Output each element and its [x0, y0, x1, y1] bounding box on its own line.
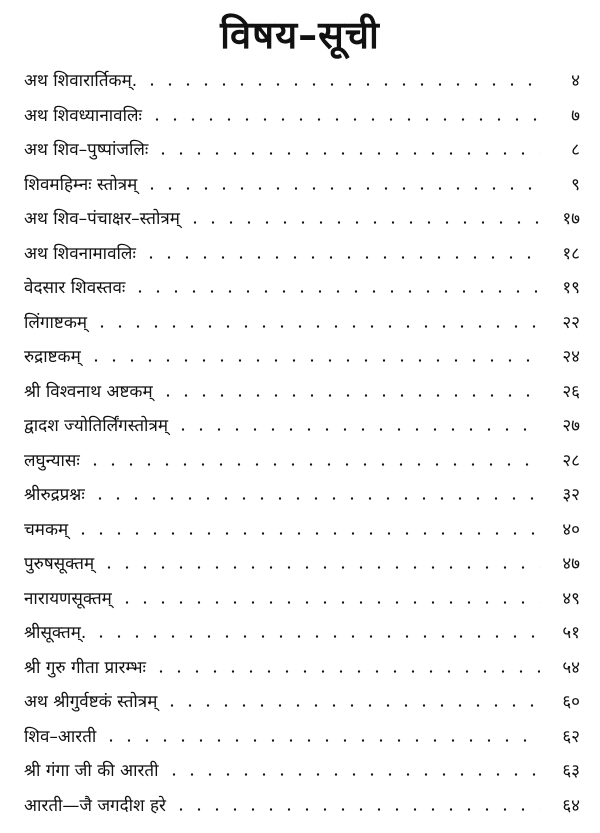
toc-entry [24, 651, 580, 686]
toc-entry-title: श्री विश्वनाथ अष्टकम् [24, 381, 153, 402]
toc-entry [24, 168, 580, 203]
toc-page-number: ४७ [562, 554, 580, 574]
toc-page-number: १८ [562, 243, 580, 264]
toc-page-number: ५१ [562, 623, 580, 643]
toc-entry-title: वेदसार शिवस्तवः [24, 278, 126, 298]
toc-entry-title: अथ शिवध्यानावलिः [24, 105, 142, 126]
toc-entry-title: चमकम् [24, 519, 69, 540]
toc-entry-title: लघुन्यासः [24, 450, 80, 471]
dotted-leader [118, 601, 540, 604]
toc-page-number: ८ [571, 140, 580, 160]
dotted-leader [143, 83, 540, 86]
toc-entry [24, 133, 580, 168]
dotted-leader [86, 463, 540, 466]
dotted-leader [92, 635, 540, 638]
toc-page-number: ६४ [562, 795, 580, 816]
toc-entry [24, 478, 580, 513]
toc-entry [24, 547, 580, 582]
toc-entry-title: रुद्राष्टकम् [24, 347, 81, 367]
toc-page-number: ६० [562, 692, 580, 712]
dotted-leader [165, 773, 541, 776]
dotted-leader [159, 394, 540, 397]
toc-page-number: ३२ [562, 485, 580, 505]
toc-entry-title: नारायणसूक्तम् [24, 588, 112, 609]
toc-entry [24, 271, 580, 306]
dotted-leader [148, 118, 540, 121]
toc-page-number: २६ [562, 381, 580, 402]
toc-entry [24, 616, 580, 651]
toc-page-number: ६२ [562, 726, 580, 747]
toc-entry-title: द्वादश ज्योतिर्लिंगस्तोत्रम् [24, 416, 169, 436]
toc-entry-title: आरती—जै जगदीश हरे [24, 795, 166, 816]
toc-entry-title: अथ शिव–पंचाक्षर–स्तोत्रम् [24, 209, 180, 229]
dotted-leader [154, 152, 540, 155]
dotted-leader [186, 221, 540, 224]
toc-entry-title: अथ शिवारार्तिकम्. [24, 71, 138, 91]
toc-entry [24, 306, 580, 341]
dotted-leader [142, 256, 540, 259]
dotted-leader [74, 532, 540, 535]
toc-entry-title: अथ श्रीगुर्वष्टकं स्तोत्रम् [24, 692, 158, 712]
toc-entry-title: अथ शिव–पुष्पांजलिः [24, 140, 149, 160]
toc-entry-title: पुरुषसूक्तम् [24, 554, 95, 574]
toc-entry-title: श्री गंगा जी की आरती [24, 761, 159, 781]
toc-entry-title: लिंगाष्टकम् [24, 312, 88, 333]
toc-entry-title: अथ शिवनामावलिः [24, 243, 136, 264]
toc-page-number: ४० [562, 519, 580, 540]
dotted-leader [93, 325, 540, 328]
dotted-leader [102, 739, 540, 742]
dotted-leader [87, 359, 540, 362]
dotted-leader [152, 670, 540, 673]
toc-entry [24, 375, 580, 410]
toc-page-number: ७ [571, 105, 580, 126]
toc-page-number: २४ [562, 347, 580, 367]
toc-page-number: २७ [562, 416, 580, 436]
dotted-leader [174, 428, 540, 431]
toc-page-number: ९ [571, 174, 580, 195]
toc-entry [24, 99, 580, 134]
toc-entry [24, 754, 580, 789]
toc-entry [24, 409, 580, 444]
toc-page-number: ६३ [562, 761, 580, 781]
table-of-contents [24, 64, 580, 823]
dotted-leader [163, 704, 540, 707]
toc-entry [24, 513, 580, 548]
dotted-leader [143, 187, 540, 190]
dotted-leader [91, 497, 540, 500]
toc-entry-title: श्री गुरु गीता प्रारम्भः [24, 657, 146, 678]
toc-entry [24, 685, 580, 720]
toc-entry-title: श्रीरुद्रप्रश्नः [24, 485, 85, 505]
toc-entry [24, 64, 580, 99]
toc-page-number: २२ [562, 312, 580, 333]
toc-entry [24, 202, 580, 237]
toc-page-number: ५४ [562, 657, 580, 678]
toc-entry [24, 237, 580, 272]
toc-page-number: २८ [562, 450, 580, 471]
toc-entry [24, 720, 580, 755]
toc-entry [24, 444, 580, 479]
toc-entry-title: शिव–आरती [24, 726, 97, 747]
dotted-leader [131, 290, 540, 293]
toc-entry [24, 582, 580, 617]
toc-entry-title: श्रीसूक्तम्. [24, 623, 87, 643]
toc-page-number: ४९ [562, 588, 580, 609]
toc-page-number: १७ [562, 209, 580, 229]
toc-page-number: ४ [571, 71, 580, 91]
toc-entry [24, 340, 580, 375]
toc-page-number: १९ [562, 278, 580, 298]
toc-entry [24, 789, 580, 824]
dotted-leader [100, 566, 540, 569]
page-title: विषय–सूची [220, 13, 380, 57]
dotted-leader [172, 808, 540, 811]
toc-entry-title: शिवमहिम्नः स्तोत्रम् [24, 174, 138, 195]
